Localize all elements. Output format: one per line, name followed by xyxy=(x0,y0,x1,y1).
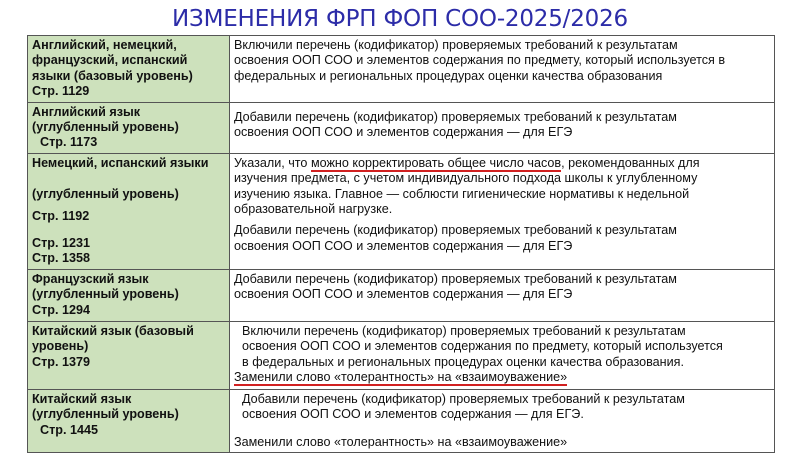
change-cell xyxy=(230,36,775,103)
table-row xyxy=(28,102,775,153)
change-line: федеральных и региональных процедурах оценки качества образования xyxy=(234,68,663,83)
change-line xyxy=(234,370,770,385)
subject-line: Английский, немецкий, xyxy=(32,38,177,52)
table-row xyxy=(28,321,775,389)
subject-line: Английский язык xyxy=(32,104,141,119)
change-cell xyxy=(230,102,775,153)
change-line: в федеральных и региональных процедурах оценки качества образования. xyxy=(242,354,684,369)
table-row xyxy=(28,269,775,321)
table-row xyxy=(28,389,775,452)
change-line: Добавили перечень (кодификатор) проверяемых требований к результатам xyxy=(234,223,677,238)
change-line: освоения ООП СОО и элементов содержания по предмету, который используется в xyxy=(234,53,726,68)
change-cell xyxy=(230,269,775,321)
subject-cell xyxy=(28,36,230,103)
page-title: ИЗМЕНЕНИЯ ФРП ФОП СОО-2025/2026 xyxy=(172,6,628,32)
subject-cell xyxy=(28,269,230,321)
subject-line: уровень) xyxy=(32,339,89,354)
highlighted-text: Заменили слово «толерантность» на «взаимоуважение» xyxy=(234,370,568,385)
subject-cell xyxy=(28,102,230,153)
change-line: освоения ООП СОО и элементов содержания — для ЕГЭ. xyxy=(242,407,584,422)
change-line: изучению языка. Главное — соблюсти гигиенические нормативы к недельной xyxy=(234,186,690,201)
changes-table xyxy=(27,35,775,453)
subject-line: (углубленный уровень) xyxy=(32,187,179,202)
change-cell xyxy=(230,321,775,389)
subject-line: (углубленный уровень) xyxy=(32,120,179,135)
change-line: Добавили перечень (кодификатор) проверяемых требований к результатам xyxy=(234,109,677,124)
table-row xyxy=(28,36,775,103)
page-ref: Стр. 1129 xyxy=(32,84,90,99)
change-line: изучения предмета, с учетом индивидуального подхода школы к углубленному xyxy=(234,171,698,186)
change-line: Добавили перечень (кодификатор) проверяемых требований к результатам xyxy=(234,271,677,286)
change-cell xyxy=(230,153,775,269)
highlighted-text: можно корректировать общее число часов xyxy=(310,155,562,170)
change-cell xyxy=(230,389,775,452)
page-ref: Стр. 1294 xyxy=(32,302,90,317)
page-ref: Стр. 1445 xyxy=(40,422,98,437)
subject-line: французский, испанский xyxy=(32,53,188,68)
subject-cell xyxy=(28,389,230,452)
change-line: Включили перечень (кодификатор) проверяемых требований к результатам xyxy=(234,38,678,52)
page-ref: Стр. 1379 xyxy=(32,354,90,369)
page-ref: Стр. 1231 xyxy=(32,236,90,251)
change-line xyxy=(234,156,770,171)
table-row xyxy=(28,153,775,269)
change-line: освоения ООП СОО и элементов содержания — для ЕГЭ xyxy=(234,125,573,140)
change-line: освоения ООП СОО и элементов содержания по предмету, который используется xyxy=(242,339,723,354)
subject-line: языки (базовый уровень) xyxy=(32,68,193,83)
subject-line: Французский язык xyxy=(32,271,149,286)
change-text: Указали, что xyxy=(234,155,311,170)
subject-cell xyxy=(28,153,230,269)
subject-line: (углубленный уровень) xyxy=(32,287,179,302)
page-ref: Стр. 1192 xyxy=(32,208,90,223)
change-line: освоения ООП СОО и элементов содержания — для ЕГЭ xyxy=(234,238,573,253)
subject-line: Китайский язык xyxy=(32,391,132,406)
page-ref: Стр. 1358 xyxy=(32,251,90,266)
change-line: образовательной нагрузке. xyxy=(234,202,393,217)
change-text: , рекомендованных для xyxy=(561,155,700,170)
page-ref: Стр. 1173 xyxy=(40,135,98,150)
change-line: Включили перечень (кодификатор) проверяемых требований к результатам xyxy=(242,323,686,338)
subject-line: Китайский язык (базовый xyxy=(32,323,194,338)
subject-line: (углубленный уровень) xyxy=(32,407,179,422)
subject-line: Немецкий, испанский языки xyxy=(32,155,209,170)
change-line: освоения ООП СОО и элементов содержания — для ЕГЭ xyxy=(234,287,573,302)
subject-cell xyxy=(28,321,230,389)
change-line: Заменили слово «толерантность» на «взаимоуважение» xyxy=(234,434,568,449)
change-line: Добавили перечень (кодификатор) проверяемых требований к результатам xyxy=(242,391,685,406)
